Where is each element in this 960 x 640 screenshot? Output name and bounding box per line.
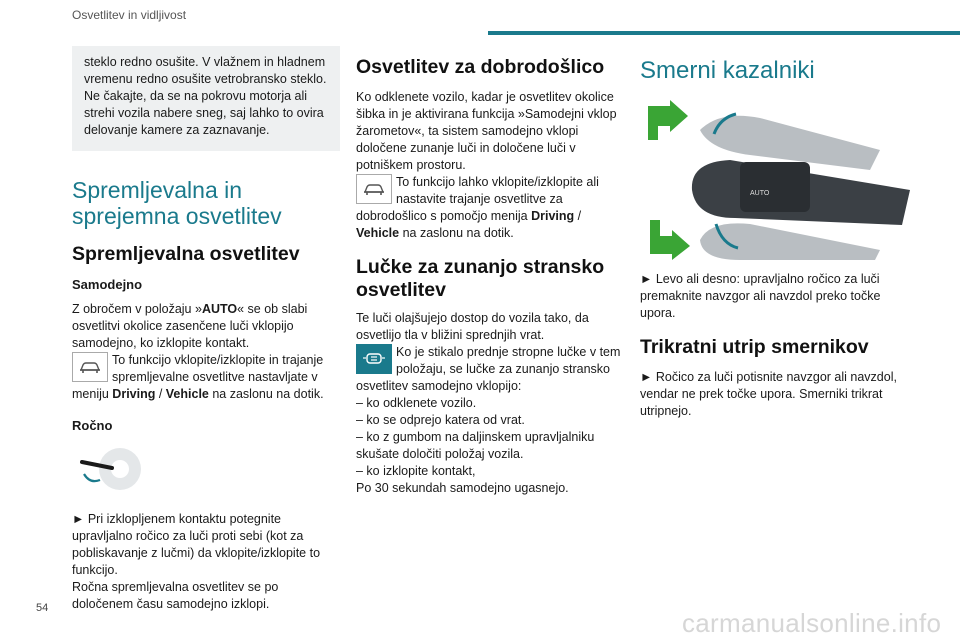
car-icon <box>72 352 108 382</box>
side-icon-paragraph: Ko je stikalo prednje stropne lučke v tem položaju, se lučke za zunanjo stransko osvetlitev samodejno vklopijo: <box>356 345 621 393</box>
auto-paragraph: Z obročem v položaju »AUTO« se ob slabi osvetlitvi okolice zasenčene luči vklopijo samodejno, ko izklopite kontakt. <box>72 302 308 350</box>
page-number: 54 <box>36 602 49 614</box>
sub-title: Spremljevalna osvetlitev <box>72 243 300 265</box>
side-end: Po 30 sekundah samodejno ugasnejo. <box>356 481 569 495</box>
manual-paragraph-2: Ročna spremljevalna osvetlitev se po določenem času samodejno izklopi. <box>72 580 279 611</box>
ceiling-lamp-icon <box>356 344 392 374</box>
triple-flash-title: Trikratni utrip smernikov <box>640 336 869 358</box>
stalk-illustration <box>640 100 908 265</box>
side-item-4: – ko izklopite kontakt, <box>356 464 476 478</box>
car-icon <box>356 174 392 204</box>
column-1 <box>72 50 340 613</box>
watermark: carmanualsonline.info <box>682 608 942 638</box>
arrow-down-right-icon <box>650 220 690 260</box>
triple-flash-paragraph: ► Ročico za luči potisnite navzgor ali navzdol, vendar ne prek točke upora. Smerniki trikrat utripnejo. <box>640 370 897 418</box>
manual-heading: Ročno <box>72 418 113 433</box>
indicators-paragraph: ► Levo ali desno: upravljalno ročico za luči premaknite navzgor ali navzdol preko točke upora. <box>640 272 881 320</box>
side-item-1: – ko odklenete vozilo. <box>356 396 477 410</box>
note-box <box>72 46 340 151</box>
section-title: Spremljevalna in sprejemna osvetlitev <box>72 177 282 229</box>
welcome-icon-paragraph: To funkcijo lahko vklopite/izklopite ali nastavite trajanje osvetlitve za dobrodošlico s pomočjo menija Driving / Vehicle na zaslonu na dotik. <box>356 175 599 240</box>
auto-heading: Samodejno <box>72 277 143 292</box>
side-lighting-title: Lučke za zunanjo stransko osvetlitev <box>356 256 605 301</box>
auto-icon-paragraph: To funkcijo vklopite/izklopite in trajanje spremljevalne osvetlitve nastavljate v meniju Driving / Vehicle na zaslonu na dotik. <box>72 353 324 401</box>
column-2 <box>356 50 624 497</box>
manual-paragraph-1: ► Pri izklopljenem kontaktu potegnite upravljalno ročico za luči proti sebi (kot za pobliskavanje z lučmi) da vklopite/izklopite to funkcijo. <box>72 512 321 577</box>
header-accent-bar <box>488 31 960 35</box>
side-paragraph: Te luči olajšujejo dostop do vozila tako, da osvetlijo tla v bližini sprednjih vrat. <box>356 311 589 342</box>
side-item-2: – ko se odprejo katera od vrat. <box>356 413 525 427</box>
arrow-up-right-icon <box>648 100 688 140</box>
running-header: Osvetlitev in vidljivost <box>72 8 187 22</box>
auto-label: AUTO <box>750 190 770 197</box>
welcome-paragraph: Ko odklenete vozilo, kadar je osvetlitev okolice šibka in je aktivirana funkcija »Samodejni vklop žarometov«, ta sistem samodejno vklopi določene zunanje luči in določene luči v potniškem prostoru. <box>356 90 617 172</box>
indicators-title: Smerni kazalniki <box>640 57 815 84</box>
column-3 <box>640 50 908 420</box>
note-text: steklo redno osušite. V vlažnem in hladnem vremenu redno osušite vetrobransko steklo. Ne čakajte, da se na pokrovu motorja ali strehi vozila nabere sneg, saj lahko to ovira delovanje kamere za zaznavanje. <box>84 55 327 137</box>
side-item-3: – ko z gumbom na daljinskem upravljalniku skušate določiti položaj vozila. <box>356 430 595 461</box>
welcome-title: Osvetlitev za dobrodošlico <box>356 56 605 78</box>
steering-wheel-stalk-icon <box>78 444 340 499</box>
